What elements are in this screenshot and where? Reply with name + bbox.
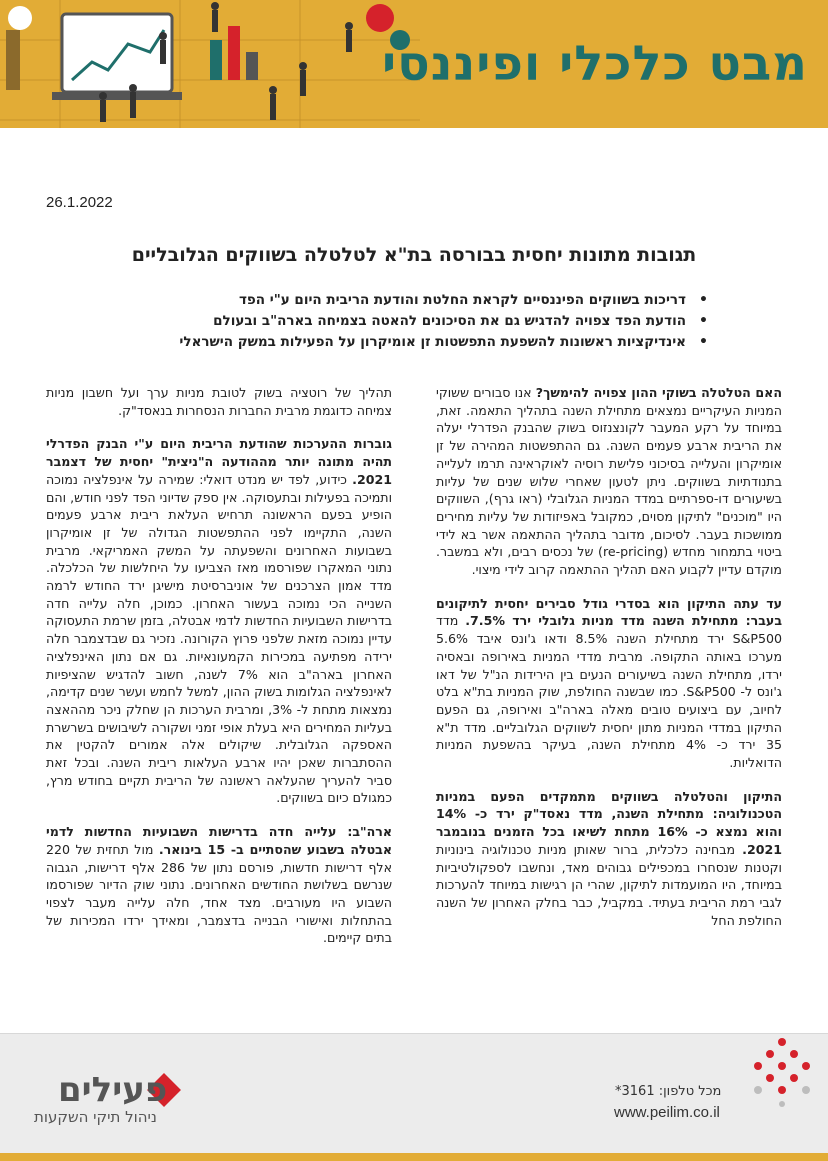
bullet-item: • אינדיקציות ראשונות להשפעת התפשטות זן אומיקרון על הפעילות במשק הישראלי: [108, 332, 708, 353]
paragraph-lead: גוברות ההערכות שהודעת הריבית היום ע"י הבנק הפדרלי תהיה מתונה יותר מההודעה ה"ניצית" יחסית של דצמבר 2021.: [46, 436, 392, 487]
paragraph-body: תהליך של רוטציה בשוק לטובת מניות ערך ועל חשבון מניות צמיחה כדוגמת מרבית החברות הנסחרות בנאסד"ק.: [46, 385, 392, 418]
brand-name: פעילים: [58, 1070, 168, 1110]
paragraph-lead: האם הטלטלה בשוקי ההון צפויה להימשך?: [535, 385, 782, 400]
website-link[interactable]: www.peilim.co.il: [614, 1104, 720, 1121]
paragraph: [46, 435, 392, 807]
paragraph: [436, 788, 782, 930]
paragraph: [436, 595, 782, 772]
header-banner: [0, 0, 828, 128]
dots-pattern-icon: [742, 1034, 822, 1114]
bullet-item: • הודעת הפד צפויה להדגיש גם את הסיכונים להאטה בצמיחה בארה"ב ובעולם: [108, 311, 708, 332]
finance-illustration: [0, 0, 420, 128]
paragraph: [46, 384, 392, 419]
document-page: [0, 128, 828, 1033]
paragraph-lead: התיקון והטלטלה בשווקים מתמקדים הפעם במניות הטכנולוגיה: מתחילת השנה, מדד נאסד"ק ירד כ- 14% והוא נמצא כ- 16% מתחת לשיאו בכל הזמנים בנובמבר 2021.: [436, 788, 782, 857]
banner-title: מבט כלכלי ופיננסי: [381, 36, 808, 92]
bullet-item: • דריכות בשווקים הפיננסיים לקראת החלטת והודעת הריבית היום ע"י הפד: [108, 290, 708, 311]
summary-bullets: [108, 290, 708, 353]
paragraph-body: מול תחזית של 220 אלף דרישות חדשות, פורסם נתון של 286 אלף דרישות, הגבוה שנרשם בשלושת החודשים האחרונים. נתוני שוק הדיור שפורסמו השבוע היו מעורבים. מצד אחד, חלה עלייה מעבר לצפוי בהתחלות ואישורי הבנייה בדצמבר, ומאידך ירדו המכירות של בתים קיימים.: [46, 841, 392, 946]
paragraph-body: מבחינה כלכלית, ברור שאותן מניות טכנולוגיה בינוניות וקטנות שנסחרו במכפילים גבוהים מאד, ונחשבו לספקולטיביות במיוחד, היו המועמדות לתיקון, שהרי הן רגישות במיוחד להערכות לגבי רמת הריבית בעתיד. במקביל, כבר בחלק האחרון של השנה החולפת החל: [436, 841, 782, 928]
paragraph-body: אנו סבורים ששוקי המניות העיקריים נמצאים מתחילת השנה בתהליך התאמה. זאת, במיוחד על רקע המעבר לקונצנזוס בשוק שהבנק הפדרלי יעלה את הריבית ארבע פעמים השנה. גם ההתפשטות המהירה של זן אומיקרון והעלייה בסיכוני פלישת רוסיה לאוקראינה תרמו לעלייה בתנודתיות בשווקים. ניתן לטעון שאחרי שלוש שנים של עליות בשיעורים דו-ספרתיים במדד המניות הגלובלי (ראו גרף), השווקים היו "מוכנים" לתיקון מסוים, כמקובל באפיזודות של עליות מחירים ממושכות בעבר. לסיכום, מדובר בתהליך ההתאמה אשר בא לידי ביטוי בתמחור מחדש (re-pricing) של נכסים רבים, ולא במשבר. מוקדם עדיין לקבוע האם תהליך ההתאמה קרוב לידי מיצוי.: [436, 385, 782, 578]
right-column: [436, 384, 782, 945]
paragraph-body: כידוע, לפד יש מנדט דואלי: שמירה על אינפלציה נמוכה ותמיכה בפעילות ובתעסוקה. אין ספק שדיוני הפד לפני חודש, והם הופיע בפעם הראשונה תרחיש העלאת ריבית ארבע פעמים השנה, התקיימו לפני ההתפשטות הגדולה של זן אומיקרון בשבועות האחרונים והשפעתה על המשק האמריקאי. מרבית נתוני המאקרו שפורסמו מאז הצביעו על היחלשות של הכלכלה. מדד אמון הצרכנים של אוניברסיטת מישיגן ירד החודש לרמה השנייה הכי נמוכה בעשור האחרון. כמוכן, חלה עלייה חדה בדרישות השבועיות החדשות לדמי אבטלה, בזמן שרמת התעסוקה עדיין נמוכה מזאת שלפני פרוץ הקורונה. נזכיר גם שבדצמבר חלה ירידה מפתיעה במכירות הקמעונאיות. גם אם נתון האינפלציה האחרון בארה"ב הוא 7% לשנה, חשוב להדגיש שהציפיות לאינפלציה הגלומות בשוק ההון, למשל לחמש ועשר שנים קדימה, נמצאות מתחת ל- 3%, ומרבית הערכות הן שחלק ניכר מההאצה בעליות המחירים היא בעלת אופי זמני ושקורה לשיבושים בשרשרת האספקה הגלובלית. שיקולים אלה אמורים להקטין את ההסתברות שאכן יהיו ארבע העלאות ריבית השנה. ובכל זאת סביר להעריך שהעלאה ראשונה של הריבית תקיים בחודש מרץ, כמגולם כיום בשווקים.: [46, 471, 393, 806]
report-date: 26.1.2022: [46, 194, 113, 211]
report-headline: תגובות מתונות יחסית בבורסה בת"א לטלטלה בשווקים הגלובליים: [131, 244, 697, 266]
left-column: [46, 384, 392, 963]
brand-tagline: ניהול תיקי השקעות: [34, 1108, 157, 1126]
paragraph: [436, 384, 782, 579]
phone-number: מכל טלפון: 3161*: [615, 1084, 722, 1099]
paragraph-lead: ארה"ב: עלייה חדה בדרישות השבועיות החדשות לדמי אבטלה בשבוע שהסתיים ב- 15 בינואר.: [46, 824, 393, 857]
paragraph-lead: עד עתה התיקון הוא בסדרי גודל סבירים יחסית לתיקונים בעבר: מתחילת השנה מדד מניות גלובלי ירד 7.5%.: [436, 595, 782, 629]
paragraph: [46, 823, 392, 947]
footer: [0, 1033, 828, 1161]
paragraph-body: מדד S&P500 ירד מתחילת השנה 8.5% ודאו ג'ונס איבד 5.6% מערכו באותה התקופה. מרבית מדדי המניות באירופה ובאסיה ירדו, מתחילת השנה בשיעורים הנעים בין הירידות הנ"ל של דאו ג'ונס ל- S&P500. כמו שבשנה החולפת, שוק המניות בת"א בלט לחיוב, עם ביצועים טובים מאלה בארה"ב ואירופה, גם הפעם התיקון במדדי המניות מתון יחסית לשווקים הגלובליים. מדד ת"א 35 ירד כ- 4% מתחילת השנה, בעיקר בהשפעת המניות הדואליות.: [436, 613, 783, 771]
